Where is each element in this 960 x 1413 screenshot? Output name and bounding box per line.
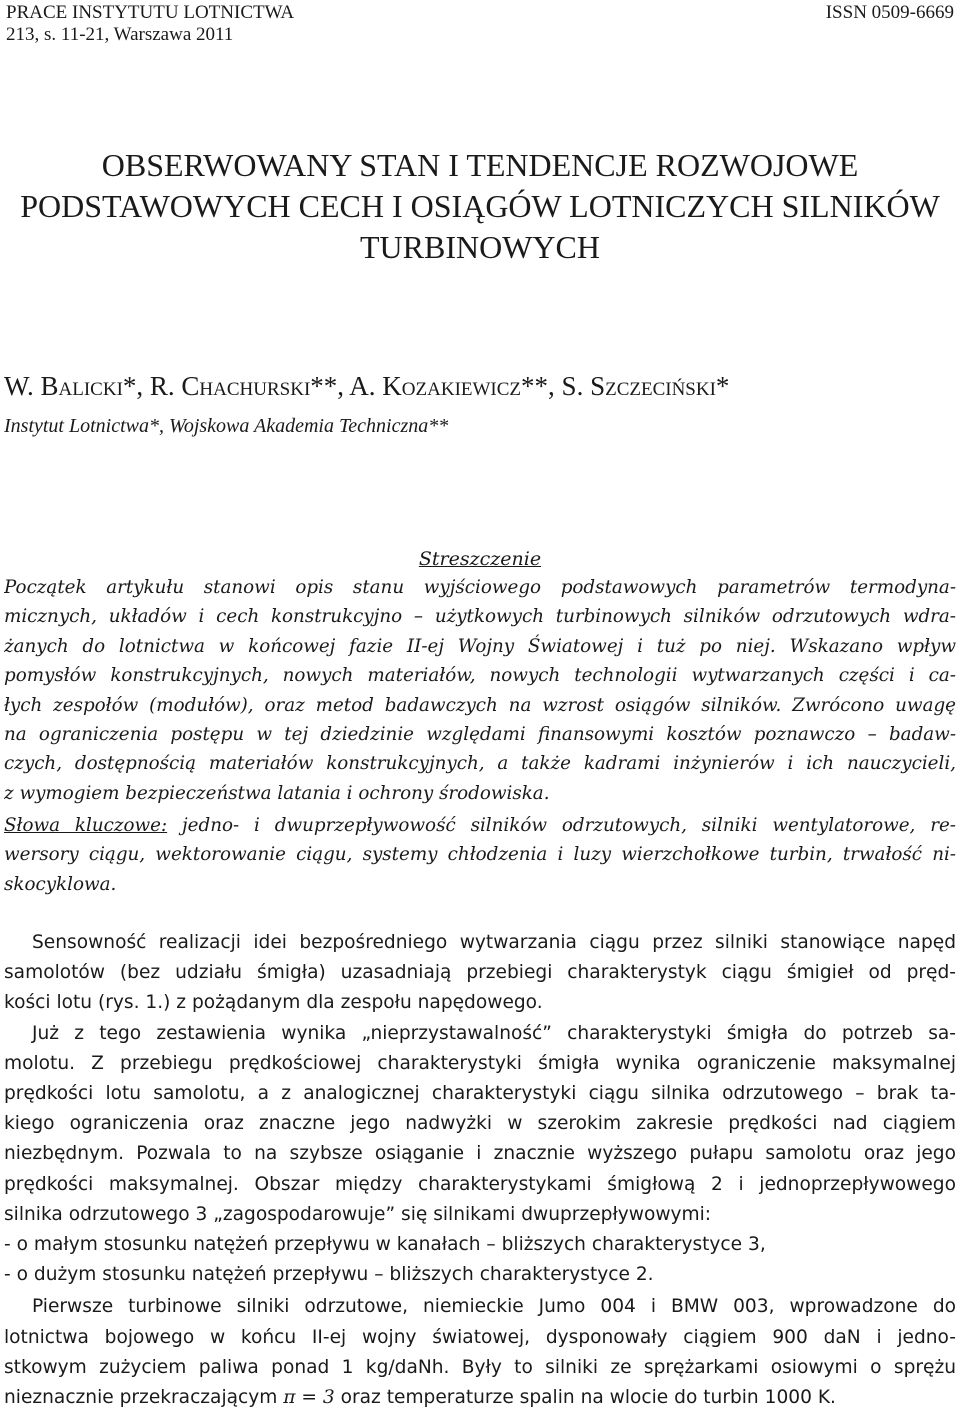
paragraph-line: Sensowność realizacji idei bezpośredniego wytwarzania ciągu przez silniki stanowiące napęd (32, 932, 956, 953)
abstract-line: czych, dostępnością materiałów konstrukcyjnych, a także kadrami inżynierów i ich nauczycieli, (4, 753, 956, 775)
abstract-heading: Streszczenie (418, 548, 542, 570)
paragraph-line: samolotów (bez udziału śmigła) uzasadniają przebiegi charakterystyk ciągu śmigieł od pręd- (4, 962, 956, 984)
paragraph-line: niezbędnym. Pozwala to na szybsze osiąganie i znacznie wyższego pułapu samolotu oraz jego (4, 1143, 956, 1165)
body-text (4, 928, 956, 1413)
abstract-line: łych zespołów (modułów), oraz metod badawczych na wzrost osiągów silników. Zwrócono uwagę (4, 694, 956, 716)
paragraph-line: silnika odrzutowego 3 „zagospodarowuje” się silnikami dwuprzepływowymi: (4, 1203, 712, 1225)
paragraph-line: kości lotu (rys. 1.) z pożądanym dla zespołu napędowego. (4, 992, 543, 1014)
title-line: TURBINOWYCH (360, 229, 600, 265)
paragraph-line: nieznacznie przekraczającym π = 3 oraz temperaturze spalin na wlocie do turbin 1000 K. (4, 1387, 836, 1409)
paper-title (0, 145, 960, 268)
abstract-line: Początek artykułu stanowi opis stanu wyjściowego podstawowych parametrów termodyna- (4, 577, 956, 598)
paragraph-line: kiego ograniczenia oraz znaczne jego nadwyżki w szerokim zakresie prędkości nad ciągiem (4, 1113, 956, 1135)
paragraph-line: Pierwsze turbinowe silniki odrzutowe, niemieckie Jumo 004 i BMW 003, wprowadzone do (32, 1296, 956, 1318)
title-line: PODSTAWOWYCH CECH I OSIĄGÓW LOTNICZYCH SILNIKÓW (20, 188, 940, 224)
paragraph-line: - o małym stosunku natężeń przepływu w kanałach – bliższych charakterystyce 3, (4, 1234, 766, 1256)
abstract-line: z wymogiem bezpieczeństwa latania i ochrony środowiska. (4, 782, 550, 804)
abstract-line: micznych, układów i cech konstrukcyjno – użytkowych turbinowych silników odrzutowych wdra- (4, 606, 956, 628)
author: A. Kozakiewicz** (349, 371, 549, 401)
author: W. Balicki* (4, 371, 137, 401)
journal-name: PRACE INSTYTUTU LOTNICTWA (6, 2, 295, 23)
abstract-line: żanych do lotnictwa w końcowej fazie II-ej Wojny Światowej i tuż po niej. Wskazano wpływ (4, 635, 956, 657)
paragraph-line: lotnictwa bojowego w końcu II-ej wojny światowej, dysponowały ciągiem 900 daN i jedno- (4, 1326, 956, 1348)
paragraph-line: prędkości maksymalnej. Obszar między charakterystykami śmigłową 2 i jednoprzepływowego (4, 1173, 956, 1195)
journal-issue: 213, s. 11-21, Warszawa 2011 (6, 24, 234, 45)
keywords-line: Słowa kluczowe: jedno- i dwuprzepływowość silników odrzutowych, silniki wentylatorowe, re- (4, 815, 956, 836)
keywords-line: wersory ciągu, wektorowanie ciągu, systemy chłodzenia i luzy wierzchołkowe turbin, trwałość ni- (4, 844, 956, 866)
abstract-line: na ograniczenia postępu w tej dziedzinie względami finansowymi kosztów poznawczo – badaw- (4, 724, 956, 746)
paragraph-line: Już z tego zestawienia wynika „nieprzystawalność” charakterystyki śmigła do potrzeb sa- (32, 1022, 956, 1044)
formula: π = 3 (283, 1387, 335, 1409)
issn: ISSN 0509-6669 (825, 2, 954, 23)
journal-info (6, 2, 294, 46)
keywords (4, 811, 956, 899)
abstract-text (4, 573, 956, 808)
title-line: OBSERWOWANY STAN I TENDENCJE ROZWOJOWE (101, 147, 859, 183)
paragraph-line: molotu. Z przebiegu prędkościowej charakterystyki śmigła wynika ograniczenie maksymalnej (4, 1052, 956, 1074)
affiliation: Instytut Lotnictwa*, Wojskowa Akademia Techniczna** (4, 415, 449, 437)
author: R. Chachurski** (149, 371, 338, 401)
paragraph-line: prędkości lotu samolotu, a z analogicznej charakterystyki ciągu silnika odrzutowego – brak ta- (4, 1083, 956, 1105)
keywords-label: Słowa kluczowe: (4, 815, 168, 836)
abstract-line: pomysłów konstrukcyjnych, nowych materiałów, nowych technologii wytwarzanych części i ca- (4, 665, 956, 687)
author-list: W. Balicki*, R. Chachurski**, A. Kozakiewicz**, S. Szczeciński* (4, 371, 730, 401)
paragraph-line: stkowym zużyciem paliwa ponad 1 kg/daNh. Były to silniki ze sprężarkami osiowymi o sprężu (4, 1356, 956, 1378)
paragraph-line: - o dużym stosunku natężeń przepływu – bliższych charakterystyce 2. (4, 1264, 654, 1286)
keywords-line: skocyklowa. (4, 873, 117, 895)
author: S. Szczeciński* (561, 371, 730, 401)
